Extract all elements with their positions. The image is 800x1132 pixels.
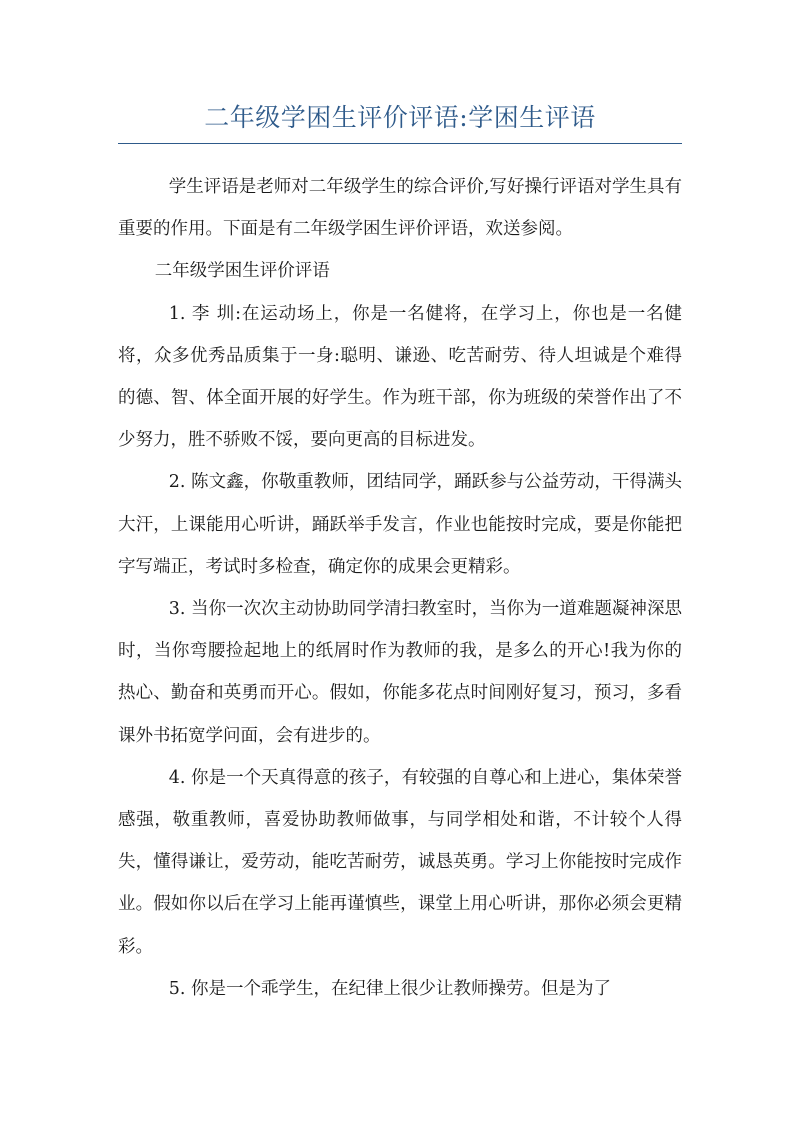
comment-paragraph-3: 3. 当你一次次主动协助同学清扫教室时，当你为一道难题凝神深思时，当你弯腰捡起地上的纸屑时作为教师的我，是多么的开心!我为你的热心、勤奋和英勇而开心。假如，你能多花点时间刚好复习，预习，多看课外书拓宽学问面，会有进步的。 [118, 599, 682, 746]
section-heading: 二年级学困生评价评语 [154, 261, 330, 282]
comment-paragraph-5: 5. 你是一个乖学生，在纪律上很少让教师操劳。但是为了 [168, 978, 612, 999]
intro-paragraph: 学生评语是老师对二年级学生的综合评价,写好操行评语对学生具有重要的作用。下面是有二年级学困生评价评语，欢送参阅。 [118, 177, 682, 240]
comment-paragraph-4: 4. 你是一个天真得意的孩子，有较强的自尊心和上进心，集体荣誉感强，敬重教师，喜爱协助教师做事，与同学相处和谐，不计较个人得失，懂得谦让，爱劳动，能吃苦耐劳，诚恳英勇。学习上你能按时完成作业。假如你以后在学习上能再谨慎些，课堂上用心听讲，那你必须会更精彩。 [118, 767, 682, 957]
document-title: 二年级学困生评价评语:学困生评语 [204, 103, 596, 132]
document-body [118, 166, 682, 1010]
comment-paragraph-2: 2. 陈文鑫，你敬重教师，团结同学，踊跃参与公益劳动，干得满头大汗，上课能用心听讲，踊跃举手发言，作业也能按时完成，要是你能把字写端正，考试时多检查，确定你的成果会更精彩。 [118, 472, 682, 577]
comment-paragraph-1: 1. 李 圳:在运动场上，你是一名健将，在学习上，你也是一名健将，众多优秀品质集于一身:聪明、谦逊、吃苦耐劳、待人坦诚是个难得的德、智、体全面开展的好学生。作为班干部，你为班级的荣誉作出了不少努力，胜不骄败不馁，要向更高的目标进发。 [118, 303, 682, 451]
title-underline [118, 143, 682, 144]
